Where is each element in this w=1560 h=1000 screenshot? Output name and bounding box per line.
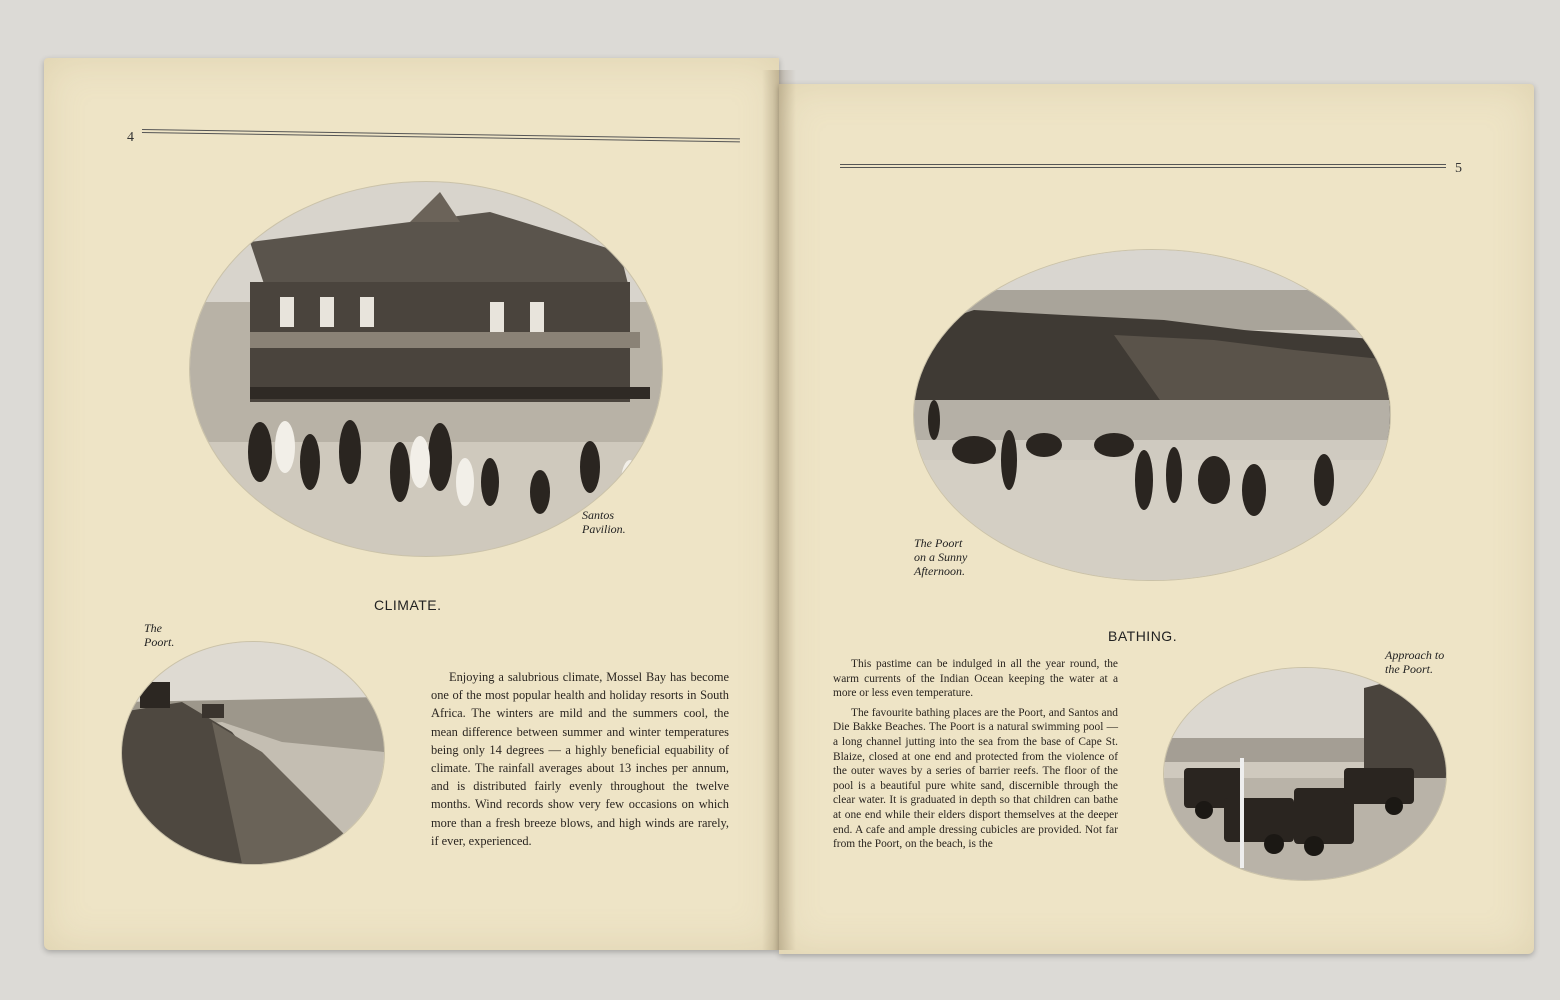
photo-santos-pavilion [190, 182, 662, 556]
caption-the-poort: The Poort. [144, 621, 175, 649]
climate-paragraph [431, 668, 729, 850]
book-gutter [762, 70, 796, 950]
photo-the-poort [122, 642, 384, 864]
header-rule-right [840, 164, 1446, 168]
caption-poort-sunny-afternoon: The Poort on a Sunny Afternoon. [914, 536, 968, 578]
heading-climate: CLIMATE. [374, 597, 442, 613]
page-number-right: 5 [1455, 161, 1462, 176]
photo-approach-to-poort [1164, 668, 1446, 880]
bathing-paragraph-1: This pastime can be indulged in all the year round, the warm currents of the Indian Ocean keeping the water at a more or less even temperature. [833, 658, 1118, 700]
climate-text: Enjoying a salubrious climate, Mossel Bay has become one of the most popular health and holiday resorts in South Africa. The winters are mild and the summers cool, the mean difference between summer and winter temperatures being only 14 degrees — a highly beneficial equability of climate. The rainfall averages about 13 inches per annum, and is distributed fairly evenly throughout the twelve months. Wind records show very few occasions on which more than a fresh breeze blows, and high winds are rarely, if ever, experienced. [431, 670, 729, 848]
caption-approach-to-poort: Approach to the Poort. [1385, 648, 1445, 676]
bathing-paragraphs [833, 657, 1118, 852]
bathing-paragraph-2: The favourite bathing places are the Poort, and Santos and Die Bakke Beaches. The Poort is a natural swimming pool — a long channel jutting into the sea from the base of Cape St. Blaize, closed at one end and protected from the violence of the outer waves by a series of barrier reefs. The floor of the pool is a beautiful pure white sand, discernible through the clear water. It is graduated in depth so that children can bathe at one end while their elders disport themselves at the deeper end. A cafe and ample dressing cubicles are provided. Not far from the Poort, on the beach, is the [833, 706, 1118, 851]
photo-poort-sunny-afternoon [914, 250, 1390, 580]
caption-santos-pavilion: Santos Pavilion. [582, 508, 626, 536]
page-number-left: 4 [127, 130, 134, 145]
heading-bathing: BATHING. [1108, 628, 1178, 644]
